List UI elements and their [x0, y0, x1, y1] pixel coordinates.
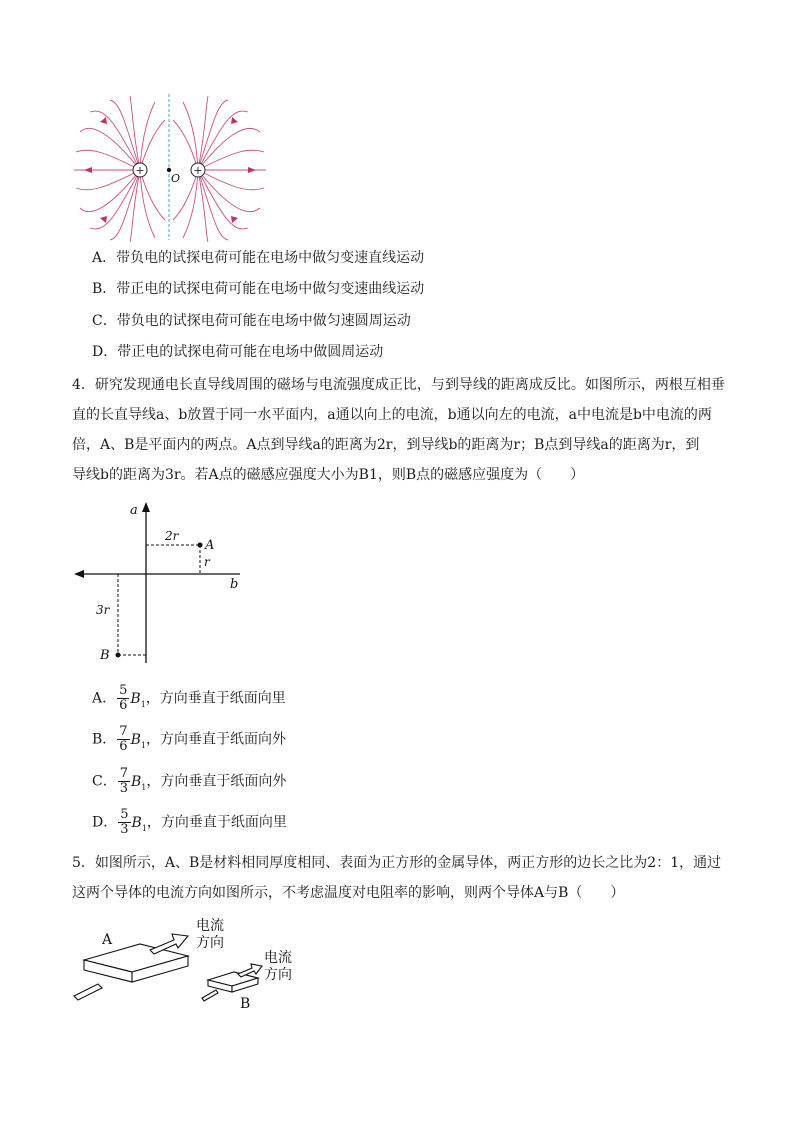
option-text: ，方向垂直于纸面向外	[146, 773, 287, 790]
q3-origin-label: O	[171, 172, 181, 185]
option-text: 带负电的试探电荷可能在电场中做匀速圆周运动	[116, 313, 411, 329]
option-symbol: $B_1$	[131, 773, 147, 792]
q5-conductor-figure	[70, 910, 310, 1012]
q4-option-a	[92, 684, 286, 714]
q3-option-b	[92, 279, 424, 299]
q5-stem-line-2: 这两个导体的电流方向如图所示，不考虑温度对电阻率的影响，则两个导体A与B（ ）	[72, 885, 625, 901]
q4-dist-r-label: r	[204, 555, 210, 569]
option-text: ，方向垂直于纸面向外	[145, 731, 286, 748]
q5-stem	[72, 848, 732, 908]
option-symbol: $B_1$	[130, 690, 146, 709]
q3-charge-right: +	[193, 164, 203, 177]
q5-current-b-line-1: 电流	[264, 950, 292, 966]
q4-option-d	[92, 808, 287, 838]
q4-stem-line-1: 4．研究发现通电长直导线周围的磁场与电流强度成正比，与到导线的距离成反比。如图所示，两根互相垂	[72, 377, 725, 393]
option-text: ，方向垂直于纸面向里	[145, 690, 286, 707]
option-text: ，方向垂直于纸面向里	[146, 814, 287, 831]
q5-label-b: B	[240, 996, 251, 1012]
q5-current-b-line-2: 方向	[264, 967, 292, 983]
q5-current-a-line-2: 方向	[196, 935, 224, 951]
option-letter: C．	[92, 773, 117, 790]
option-letter: D．	[92, 814, 118, 831]
q4-point-b-label: B	[100, 648, 110, 663]
q4-wire-figure	[70, 498, 250, 670]
option-letter: C．	[92, 313, 117, 329]
q3-option-c	[92, 311, 411, 331]
q4-option-c	[92, 767, 286, 797]
option-letter: A．	[92, 250, 117, 266]
option-letter: D．	[92, 344, 118, 360]
option-symbol: $B_1$	[130, 731, 146, 750]
q4-stem	[72, 370, 732, 490]
q3-option-a	[92, 248, 424, 268]
option-symbol: $B_1$	[131, 814, 147, 833]
q5-label-a: A	[102, 932, 113, 948]
q3-charge-left: +	[135, 164, 145, 177]
option-text: 带正电的试探电荷可能在电场中做匀变速曲线运动	[116, 281, 425, 297]
option-letter: B．	[92, 281, 117, 297]
q3-option-d	[92, 342, 383, 362]
q4-wire-a-label: a	[130, 503, 138, 518]
q4-dist-3r-label: 3r	[96, 603, 110, 617]
option-letter: B．	[92, 731, 117, 748]
q4-dist-2r-label: 2r	[165, 529, 179, 543]
option-text: 带负电的试探电荷可能在电场中做匀变速直线运动	[116, 250, 425, 266]
option-fraction: $\frac{7}{3}$	[119, 766, 128, 796]
q4-stem-line-2: 直的长直导线a、b放置于同一水平面内，a通以向上的电流，b通以向左的电流，a中电流是b中电流的两	[72, 407, 712, 423]
q3-field-figure	[70, 92, 270, 242]
q4-option-b	[92, 725, 286, 755]
q4-stem-line-4: 导线b的距离为3r。若A点的磁感应强度大小为B1，则B点的磁感应强度为（ ）	[72, 467, 585, 483]
q4-wire-b-label: b	[230, 577, 239, 592]
option-fraction: $\frac{5}{6}$	[119, 683, 128, 713]
option-fraction: $\frac{5}{3}$	[120, 807, 129, 837]
q4-stem-line-3: 倍，A、B是平面内的两点。A点到导线a的距离为2r，到导线b的距离为r；B点到导线a的距离为r，到	[72, 437, 700, 453]
option-letter: A．	[92, 690, 117, 707]
option-fraction: $\frac{7}{6}$	[119, 724, 128, 754]
option-text: 带正电的试探电荷可能在电场中做圆周运动	[117, 344, 384, 360]
q5-current-a-line-1: 电流	[196, 918, 224, 934]
q5-stem-line-1: 5．如图所示，A、B是材料相同厚度相同、表面为正方形的金属导体，两正方形的边长之比为2：1，通过	[72, 855, 722, 871]
q4-point-a-label: A	[205, 538, 215, 553]
